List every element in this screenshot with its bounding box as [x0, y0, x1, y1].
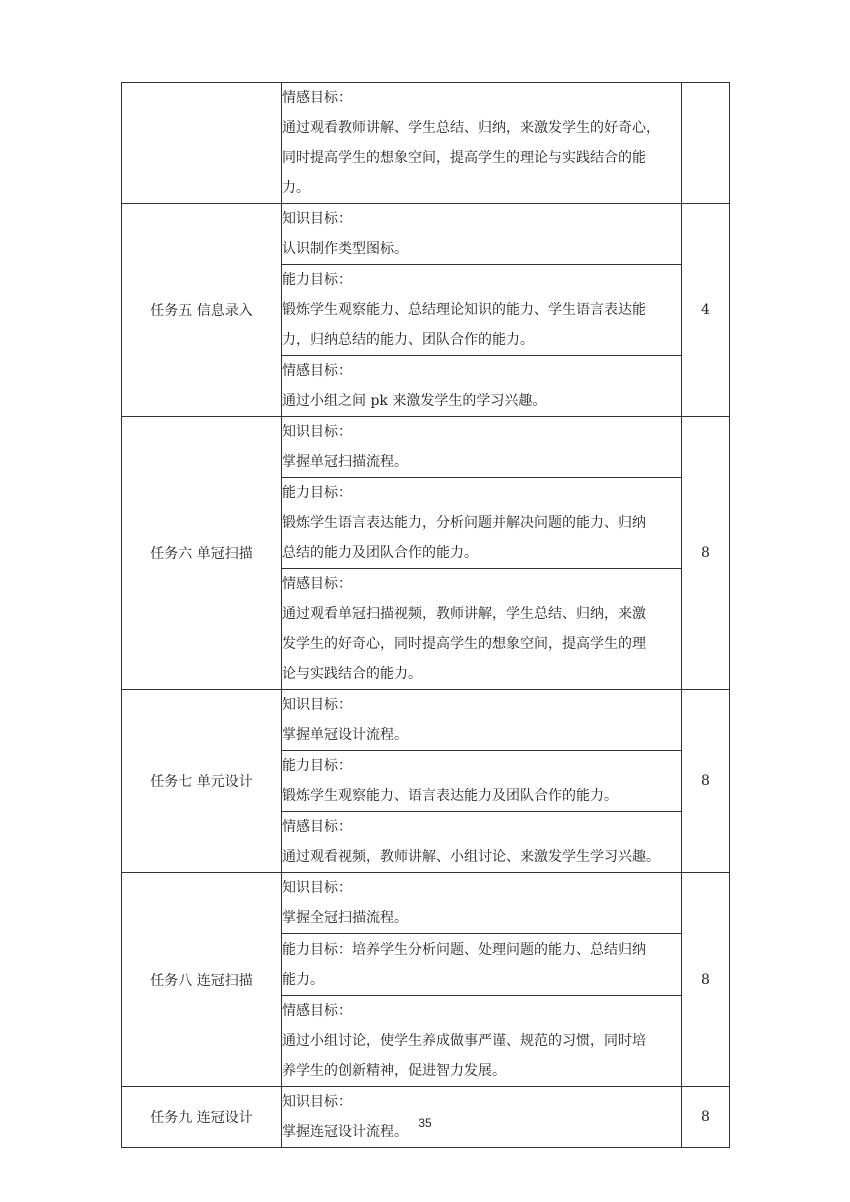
task-name-cell — [122, 83, 282, 204]
task-name-cell: 任务五 信息录入 — [122, 204, 282, 417]
hours-cell: 4 — [682, 204, 730, 417]
objective-heading: 情感目标： — [282, 1003, 352, 1019]
objective-heading: 能力目标： — [282, 758, 352, 774]
objective-heading: 知识目标： — [282, 211, 352, 227]
objective-cell — [282, 996, 682, 1087]
objective-cell — [282, 934, 682, 996]
objective-heading: 情感目标： — [282, 363, 352, 379]
objective-heading: 知识目标： — [282, 697, 352, 713]
hours-cell: 8 — [682, 873, 730, 1087]
objective-cell — [282, 751, 682, 812]
objective-heading: 知识目标： — [282, 1094, 352, 1110]
objective-text-line: 发学生的好奇心，同时提高学生的想象空间，提高学生的理 — [282, 636, 646, 652]
objective-text-line: 能力。 — [282, 971, 324, 988]
objective-heading: 情感目标： — [282, 819, 352, 835]
table-row — [122, 690, 730, 751]
objective-cell — [282, 873, 682, 934]
objective-cell — [282, 569, 682, 690]
objective-heading: 知识目标： — [282, 880, 352, 896]
objective-text-line: 掌握连冠设计流程。 — [282, 1124, 408, 1140]
hours-cell — [682, 83, 730, 204]
objective-cell — [282, 478, 682, 569]
objective-cell — [282, 265, 682, 356]
table-row — [122, 417, 730, 478]
objective-text-line: 掌握全冠扫描流程。 — [282, 910, 408, 926]
objective-heading: 能力目标： — [282, 272, 352, 288]
objective-text-line: 锻炼学生观察能力、总结理论知识的能力、学生语言表达能 — [282, 302, 646, 318]
table-row — [122, 83, 730, 204]
objective-cell — [282, 356, 682, 417]
objective-text-line: 通过观看教师讲解、学生总结、归纳，来激发学生的好奇心， — [282, 120, 660, 136]
objective-cell — [282, 83, 682, 204]
hours-cell: 8 — [682, 417, 730, 690]
objective-heading: 能力目标： — [282, 485, 352, 501]
objective-text-line: 认识制作类型图标。 — [282, 241, 408, 257]
table-row — [122, 873, 730, 934]
objective-text-line: 掌握单冠扫描流程。 — [282, 454, 408, 470]
objective-cell — [282, 690, 682, 751]
objective-text-line: 同时提高学生的想象空间，提高学生的理论与实践结合的能 — [282, 150, 646, 166]
objective-text-line: 通过观看视频，教师讲解、小组讨论、来激发学生学习兴趣。 — [282, 849, 660, 865]
objective-text-line: 力，归纳总结的能力、团队合作的能力。 — [282, 332, 534, 348]
objective-cell — [282, 417, 682, 478]
objective-text-line: 总结的能力及团队合作的能力。 — [282, 545, 478, 561]
objective-text-line: 通过小组讨论，使学生养成做事严谨、规范的习惯，同时培 — [282, 1033, 646, 1049]
table-row — [122, 204, 730, 265]
task-name-cell: 任务七 单元设计 — [122, 690, 282, 873]
objective-text-line: 论与实践结合的能力。 — [282, 666, 422, 682]
objective-text-line: 力。 — [282, 180, 310, 196]
objective-heading: 情感目标： — [282, 90, 352, 106]
objective-text-line: 能力目标：培养学生分析问题、处理问题的能力、总结归纳 — [282, 941, 646, 958]
objective-text-line: 养学生的创新精神，促进智力发展。 — [282, 1063, 506, 1079]
task-name-cell: 任务九 连冠设计 — [122, 1087, 282, 1148]
objective-cell — [282, 204, 682, 265]
objective-text-line: 锻炼学生语言表达能力，分析问题并解决问题的能力、归纳 — [282, 515, 646, 531]
hours-cell: 8 — [682, 1087, 730, 1148]
objective-text-line: 锻炼学生观察能力、语言表达能力及团队合作的能力。 — [282, 788, 618, 804]
task-name-cell: 任务八 连冠扫描 — [122, 873, 282, 1087]
objective-text-line: 通过小组之间 pk 来激发学生的学习兴趣。 — [282, 393, 547, 409]
objective-text-line: 通过观看单冠扫描视频，教师讲解，学生总结、归纳，来激 — [282, 606, 646, 622]
objective-heading: 情感目标： — [282, 576, 352, 592]
course-schedule-table — [121, 82, 730, 1148]
objective-cell — [282, 812, 682, 873]
page-number: 35 — [418, 1116, 432, 1130]
objective-text-line: 掌握单冠设计流程。 — [282, 727, 408, 743]
objective-heading: 知识目标： — [282, 424, 352, 440]
hours-cell: 8 — [682, 690, 730, 873]
task-name-cell: 任务六 单冠扫描 — [122, 417, 282, 690]
